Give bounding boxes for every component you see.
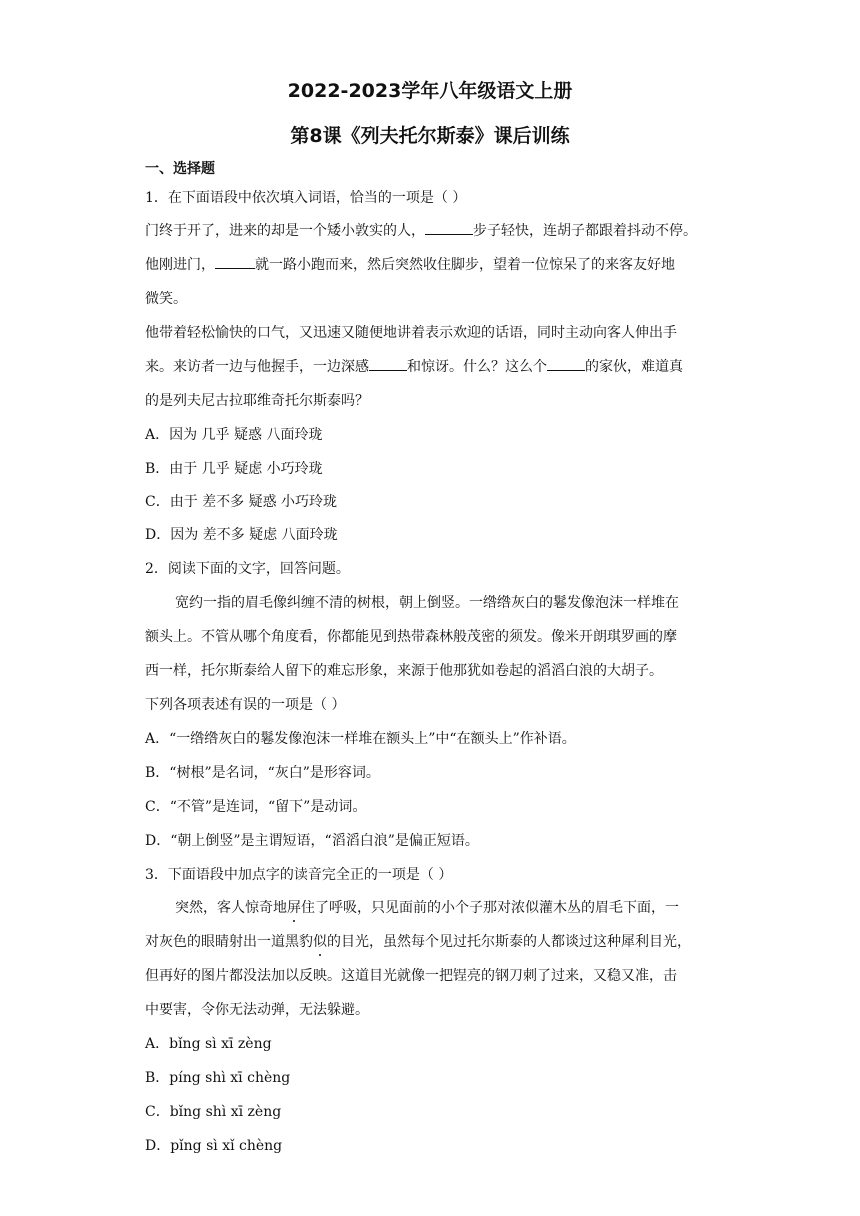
q1-paragraph-line: 他带着轻松愉快的口气，又迅速又随便地讲着表示欢迎的话语，同时主动向客人伸出手	[145, 325, 677, 341]
q2-option-b[interactable]: B．“树根”是名词，“灰白”是形容词。	[145, 765, 380, 781]
q1-option-b[interactable]: B．由于 几乎 疑虑 小巧玲珑	[145, 461, 323, 477]
emphasis-dot-char: 似	[313, 934, 327, 950]
q3-stem: 3．下面语段中加点字的读音完全正的一项是（ ）	[145, 867, 453, 883]
q1-paragraph-line: 的是列夫尼古拉耶维奇托尔斯泰吗？	[145, 393, 369, 409]
q3-option-d[interactable]: D．pǐng sì xǐ chèng	[145, 1138, 283, 1154]
q1-option-c[interactable]: C．由于 差不多 疑惑 小巧玲珑	[145, 494, 338, 510]
q3-option-c[interactable]: C．bǐng shì xī zèng	[145, 1104, 282, 1120]
q1-paragraph-line: 门终于开了，进来的却是一个矮小敦实的人， 步子轻快，连胡子都跟着抖动不停。	[145, 220, 725, 240]
q3-option-a[interactable]: A．bǐng sì xī zèng	[145, 1036, 272, 1052]
q2-option-c[interactable]: C．“不管”是连词，“留下”是动词。	[145, 799, 367, 815]
q1-option-d[interactable]: D．因为 差不多 疑虑 八面玲珑	[145, 527, 338, 543]
q2-option-a[interactable]: A．“一绺绺灰白的鬈发像泡沫一样堆在额头上”中“在额头上”作补语。	[145, 731, 576, 747]
fill-blank	[547, 356, 585, 371]
section-heading: 一、选择题	[145, 161, 215, 177]
q2-question: 下列各项表述有误的一项是（ ）	[145, 697, 346, 713]
q3-passage-line: 但再好的图片都没法加以反映。这道目光就像一把锃亮的钢刀刺了过来，又稳又准，击	[145, 968, 677, 984]
q2-passage-line: 额头上。不管从哪个角度看，你都能见到热带森林般茂密的须发。像米开朗琪罗画的摩	[145, 629, 677, 645]
q2-passage-line: 宽约一指的眉毛像纠缠不清的树根，朝上倒竖。一绺绺灰白的鬈发像泡沫一样堆在	[175, 595, 679, 611]
emphasis-dot-char: 屏	[287, 900, 301, 916]
q3-passage-line: 对灰色的眼睛射出一道黑豹似的目光，虽然每个见过托尔斯泰的人都谈过这种犀利目光，	[145, 934, 691, 950]
q3-passage-line: 突然，客人惊奇地屏住了呼吸，只见面前的小个子那对浓似灌木丛的眉毛下面，一	[175, 900, 679, 916]
q2-option-d[interactable]: D．“朝上倒竖”是主谓短语，“滔滔白浪”是偏正短语。	[145, 833, 479, 849]
fill-blank	[215, 254, 255, 269]
fill-blank	[425, 220, 473, 235]
q2-stem: 2．阅读下面的文字，回答问题。	[145, 561, 350, 577]
q1-option-a[interactable]: A．因为 几乎 疑惑 八面玲珑	[145, 427, 323, 443]
q2-passage-line: 西一样，托尔斯泰给人留下的难忘形象，来源于他那犹如卷起的滔滔白浪的大胡子。	[145, 663, 663, 679]
document-subtitle: 第8课《列夫托尔斯泰》课后训练	[290, 125, 570, 147]
q1-stem: 1．在下面语段中依次填入词语，恰当的一项是（ ）	[145, 190, 467, 206]
fill-blank	[369, 356, 407, 371]
q1-paragraph-line: 微笑。	[145, 291, 187, 307]
document-title: 2022-2023学年八年级语文上册	[287, 80, 573, 102]
q1-paragraph-line: 他刚进门， 就一路小跑而来，然后突然收住脚步，望着一位惊呆了的来客友好地	[145, 254, 725, 274]
q3-passage-line: 中要害，令你无法动弹，无法躲避。	[145, 1002, 369, 1018]
q1-paragraph-line: 来。来访者一边与他握手，一边深感 和惊讶。什么？这么个 的家伙，难道真	[145, 356, 725, 376]
q3-option-b[interactable]: B．píng shì xī chèng	[145, 1070, 291, 1086]
